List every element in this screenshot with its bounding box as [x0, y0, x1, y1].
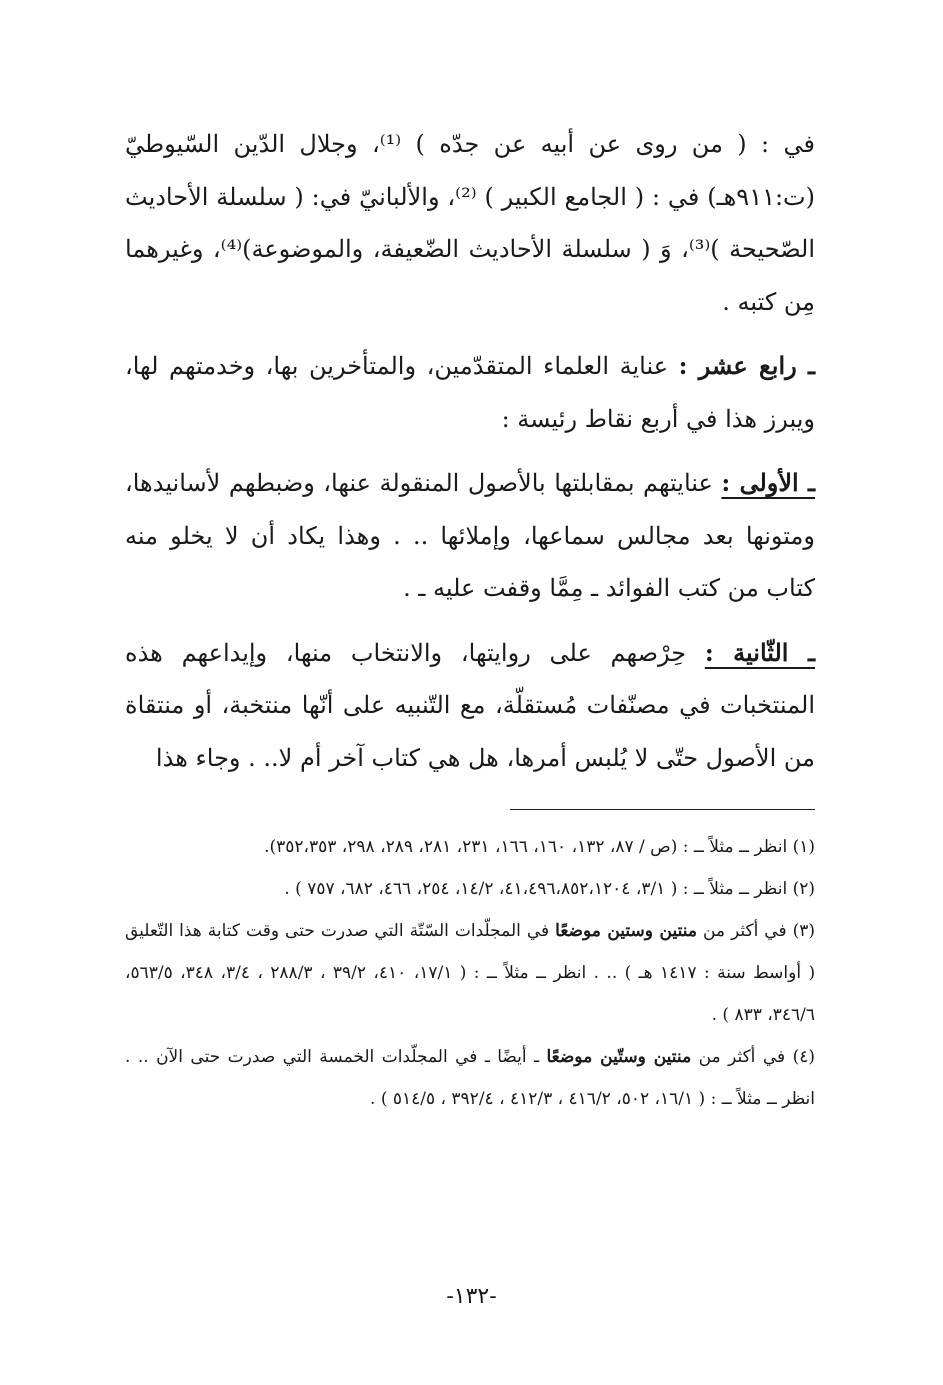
second-label: ـ الثّانية : — [704, 637, 815, 667]
footnote-3-bold: منتين وستين موضعًا — [555, 921, 697, 941]
footnote-4-rest: ـ أيضًا ـ في المجلّدات الخمسة التي صدرت حتى الآن .. . انظر ــ مثلاً ــ : ( ١٦/١، ٥٠٢، ٤١٦/٢ ، ٤١٢/٣ ، ٣٩٢/٤ ، ٥١٤/٥ ) . — [125, 1047, 815, 1109]
footnote-2: (٢) انظر ــ مثلاً ــ : ( ٣/١، ٤١،٤٩٦،٨٥٢،١٢٠٤، ١٤/٢، ٢٥٤، ٤٦٦، ٦٨٢، ٧٥٧ ) . — [284, 879, 815, 899]
footnote-4 — [125, 1036, 815, 1120]
footnote-1: (١) انظر ــ مثلاً ــ : (ص / ٨٧، ١٣٢، ١٦٠، ١٦٦، ٢٣١، ٢٨١، ٢٨٩، ٢٩٨، ٣٥٢،٣٥٣). — [264, 837, 815, 857]
paragraph-intro: في : ( من روى عن أبيه عن جدّه ) ⁽¹⁾، وجلال الدّين السّيوطيّ (ت:٩١١هـ) في : ( الجامع الكبير ) ⁽²⁾، والألبانيّ في: ( سلسلة الأحاديث الصّحيحة )⁽³⁾، وَ ( سلسلة الأحاديث الضّعيفة، والموضوعة)⁽⁴⁾، وغيرهما مِن كتبه . — [125, 130, 816, 316]
page-number: -١٣٢- — [446, 1284, 497, 1309]
second-text: حِرْصهم على روايتها، والانتخاب منها، وإيداعهم هذه المنتخبات في مصنّفات مُستقلّة، مع التّنبيه على أنّها منتخبة، أو منتقاة من الأصول حتّى لا يُلبس أمرها، هل هي كتاب آخر أم لا.. . وجاء هذا — [125, 638, 815, 772]
first-text: عنايتهم بمقابلتها بالأصول المنقولة عنها، وضبطهم لأسانيدها، ومتونها بعد مجالس سماعها، وإملائها .. . وهذا يكاد أن لا يخلو منه كتاب من كتب الفوائد ـ مِمَّا وقفت عليه ـ . — [125, 469, 815, 602]
first-label: ـ الأولى : — [721, 468, 815, 497]
paragraph-point-fourteen — [125, 340, 815, 445]
footnote-separator — [510, 809, 815, 810]
main-text — [125, 118, 815, 784]
paragraph-second — [125, 627, 815, 785]
footnote-3-start: (٣) في أكثر من — [696, 921, 815, 941]
footnote-4-bold: منتين وستّين موضعًا — [546, 1047, 692, 1067]
paragraph-first — [125, 457, 815, 615]
footnote-3 — [125, 910, 815, 1036]
footnote-4-start: (٤) في أكثر من — [691, 1047, 815, 1067]
point-fourteen-text: عناية العلماء المتقدّمين، والمتأخرين بها، وخدمتهم لها، ويبرز هذا في أربع نقاط رئيسة : — [125, 352, 815, 433]
footnotes — [125, 826, 815, 1120]
point-fourteen-label: ـ رابع عشر : — [678, 351, 816, 380]
footnote-3-rest: في المجلّدات السّتّة التي صدرت حتى وقت كتابة هذا التّعليق ( أواسط سنة : ١٤١٧ هـ ) .. . انظر ــ مثلاً ــ : ( ١٧/١، ٤١٠، ٣٩/٢ ، ٢٨٨/٣ ، ٣/٤، ٣٤٨، ٥٦٣/٥، ٣٤٦/٦، ٨٣٣ ) . — [125, 921, 816, 1025]
